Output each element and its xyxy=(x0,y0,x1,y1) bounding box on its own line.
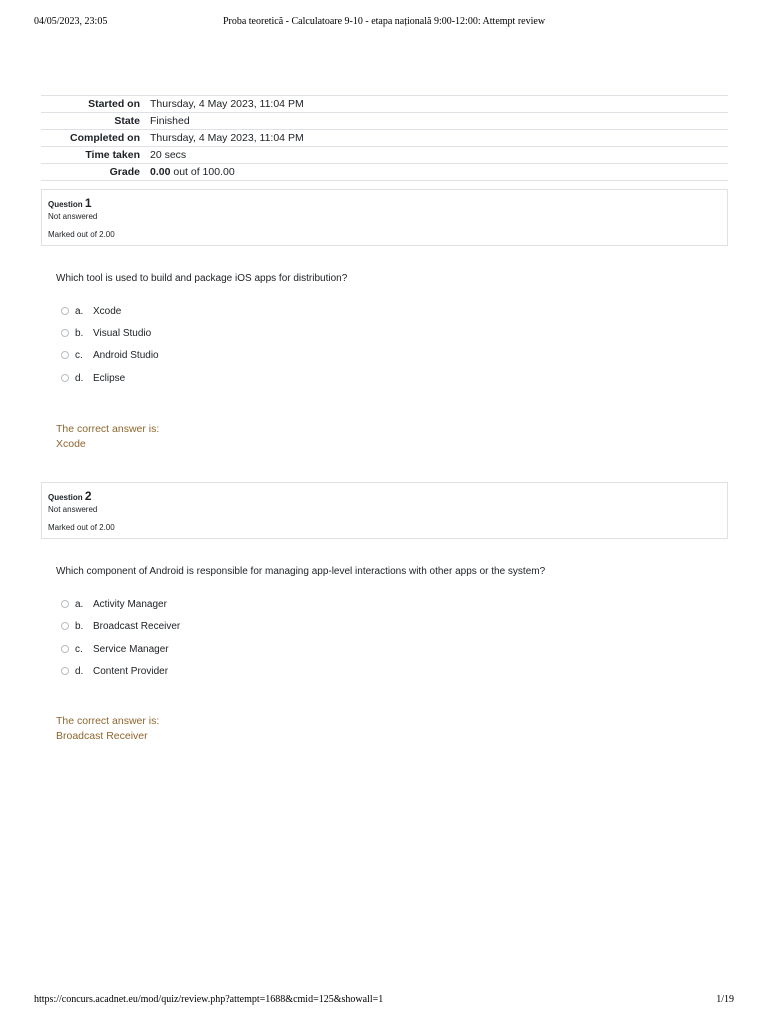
question-number: Question 2 xyxy=(48,489,92,503)
answer-option[interactable] xyxy=(61,619,180,633)
answer-option[interactable] xyxy=(61,642,169,656)
question-info-box xyxy=(41,189,728,246)
answer-letter: a. xyxy=(75,305,84,317)
answer-option[interactable] xyxy=(61,371,125,385)
attempt-summary-table xyxy=(41,95,728,181)
summary-label: Completed on xyxy=(41,130,150,147)
radio-button[interactable] xyxy=(61,329,69,337)
answer-label: Android Studio xyxy=(93,349,159,361)
summary-label: Started on xyxy=(41,96,150,113)
summary-label: State xyxy=(41,113,150,130)
summary-row-completed xyxy=(41,130,728,147)
feedback-label: The correct answer is: xyxy=(56,715,160,727)
summary-row-time-taken xyxy=(41,147,728,164)
correct-answer: Xcode xyxy=(56,438,86,450)
print-header xyxy=(34,16,734,30)
answer-letter: b. xyxy=(75,327,84,339)
answer-option[interactable] xyxy=(61,326,151,340)
answer-label: Service Manager xyxy=(93,643,169,655)
answer-letter: d. xyxy=(75,665,84,677)
answer-label: Eclipse xyxy=(93,372,126,384)
summary-value: Thursday, 4 May 2023, 11:04 PM xyxy=(150,130,728,147)
answer-letter: a. xyxy=(75,598,84,610)
answer-letter: d. xyxy=(75,372,84,384)
summary-row-started xyxy=(41,96,728,113)
answer-letter: b. xyxy=(75,620,84,632)
question-state: Not answered xyxy=(48,505,98,514)
question-grade: Marked out of 2.00 xyxy=(48,230,115,239)
summary-value: Finished xyxy=(150,113,728,130)
page-title: Proba teoretică - Calculatoare 9-10 - etapa națională 9:00-12:00: Attempt review xyxy=(222,16,546,27)
summary-value: Thursday, 4 May 2023, 11:04 PM xyxy=(150,96,728,113)
page-number: 1/19 xyxy=(716,994,734,1005)
answer-label: Xcode xyxy=(93,305,122,317)
answer-label: Activity Manager xyxy=(93,598,167,610)
radio-button[interactable] xyxy=(61,645,69,653)
radio-button[interactable] xyxy=(61,307,69,315)
summary-label: Grade xyxy=(41,164,150,181)
question-number: Question 1 xyxy=(48,196,92,210)
correct-answer-feedback xyxy=(56,422,159,452)
radio-button[interactable] xyxy=(61,667,69,675)
summary-value: 20 secs xyxy=(150,147,728,164)
print-footer xyxy=(34,994,734,1008)
summary-row-state xyxy=(41,113,728,130)
feedback-label: The correct answer is: xyxy=(56,423,160,435)
answer-label: Visual Studio xyxy=(93,327,152,339)
correct-answer: Broadcast Receiver xyxy=(56,730,148,742)
answer-option[interactable] xyxy=(61,348,159,362)
grade-score: 0.00 xyxy=(150,166,171,178)
question-text: Which component of Android is responsible for managing app-level interactions with other apps or the system? xyxy=(56,566,546,577)
question-info-box xyxy=(41,482,728,539)
radio-button[interactable] xyxy=(61,351,69,359)
summary-value xyxy=(150,164,728,181)
correct-answer-feedback xyxy=(56,714,159,744)
summary-label: Time taken xyxy=(41,147,150,164)
question-state: Not answered xyxy=(48,212,98,221)
answer-label: Content Provider xyxy=(93,665,169,677)
question-text: Which tool is used to build and package iOS apps for distribution? xyxy=(56,273,348,284)
answer-option[interactable] xyxy=(61,597,167,611)
radio-button[interactable] xyxy=(61,600,69,608)
print-datetime: 04/05/2023, 23:05 xyxy=(34,16,108,27)
radio-button[interactable] xyxy=(61,374,69,382)
answer-option[interactable] xyxy=(61,304,121,318)
radio-button[interactable] xyxy=(61,622,69,630)
answer-label: Broadcast Receiver xyxy=(93,620,181,632)
page-url: https://concurs.acadnet.eu/mod/quiz/review.php?attempt=1688&cmid=125&showall=1 xyxy=(34,994,384,1005)
answer-letter: c. xyxy=(75,643,83,655)
summary-row-grade xyxy=(41,164,728,181)
question-grade: Marked out of 2.00 xyxy=(48,523,115,532)
answer-letter: c. xyxy=(75,349,83,361)
answer-option[interactable] xyxy=(61,664,168,678)
grade-suffix: out of 100.00 xyxy=(170,166,235,178)
